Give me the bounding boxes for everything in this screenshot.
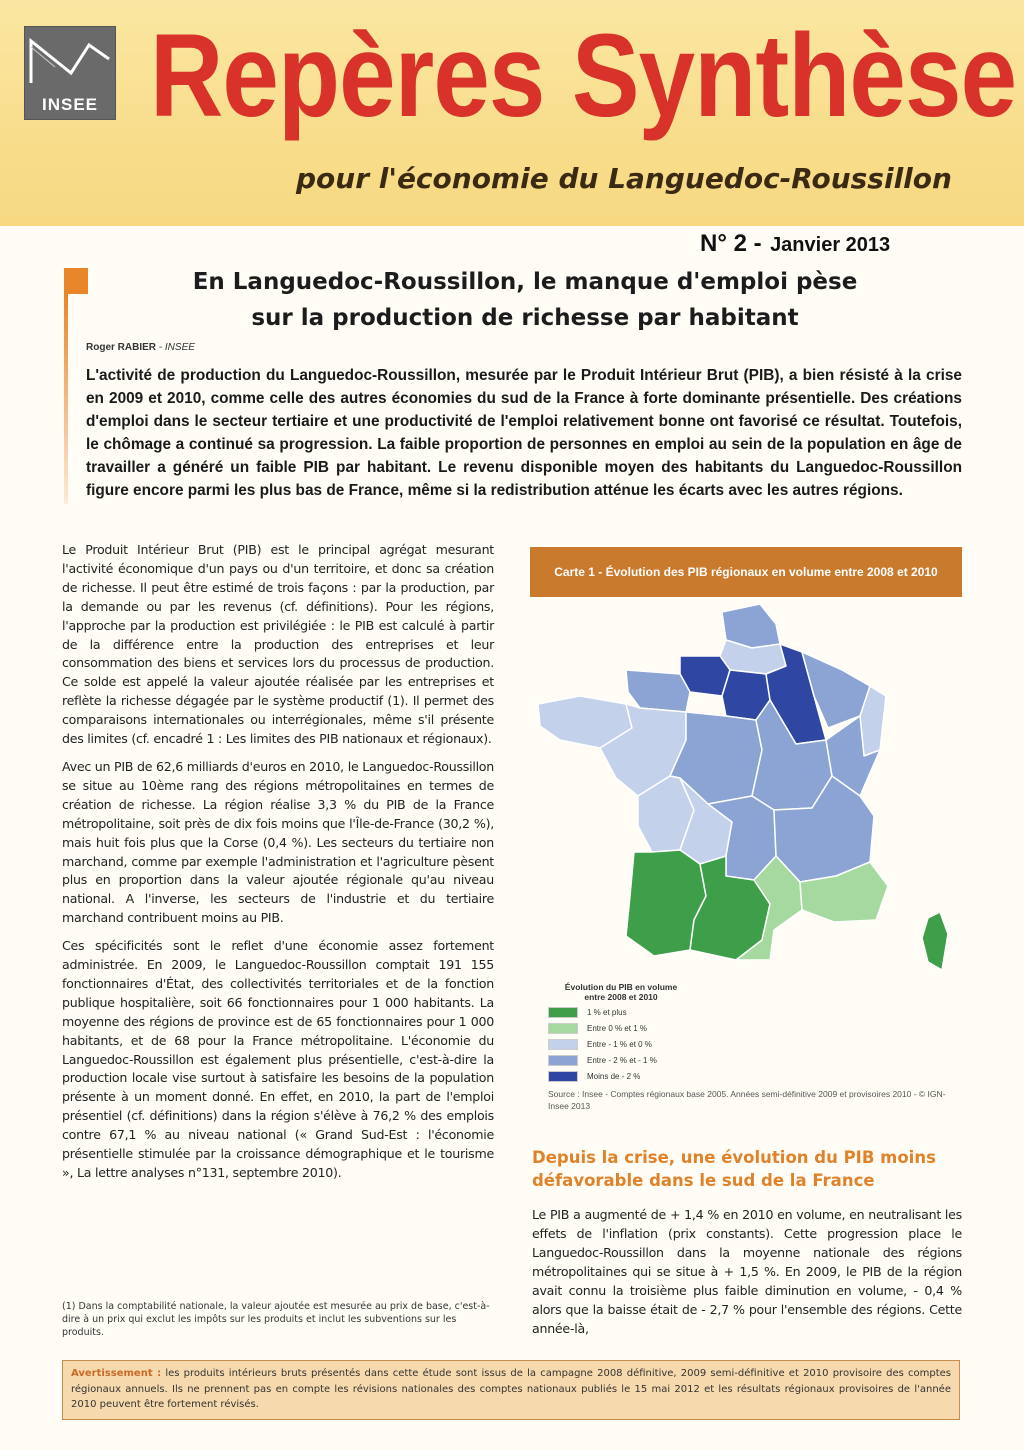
legend-label: Entre 0 % et 1 % (587, 1024, 648, 1033)
author-name: Roger RABIER (86, 342, 157, 353)
region-corse (922, 912, 948, 970)
map-source: Source : Insee - Comptes régionaux base 2005. Années semi-définitive 2009 et provisoires 2010 - © IGN-Insee 2013 (548, 1089, 946, 1111)
orange-accent-bar (64, 294, 68, 504)
issue-number: N° 2 - (700, 230, 762, 257)
legend-label: Moins de - 2 % (587, 1072, 641, 1081)
warning-label: Avertissement : (71, 1368, 162, 1379)
left-column (62, 541, 494, 1192)
map-title: Carte 1 - Évolution des PIB régionaux en volume entre 2008 et 2010 (530, 547, 962, 597)
headline-line-1: En Languedoc-Roussillon, le manque d'emploi pèse (192, 269, 858, 295)
footnote: (1) Dans la comptabilité nationale, la valeur ajoutée est mesurée au prix de base, c'est-à-dire à un prix qui exclut les impôts sur les produits et inclut les subventions sur les produits. (62, 1301, 490, 1338)
legend-swatch (548, 1007, 578, 1018)
legend-item (548, 1055, 848, 1066)
brand-title: Repères Synthèse (150, 10, 1017, 142)
legend-item (548, 1071, 848, 1082)
issue-date: Janvier 2013 (770, 234, 891, 256)
paragraph-3: Ces spécificités sont le reflet d'une économie assez fortement administrée. En 2009, le Languedoc-Roussillon comptait 191 155 fonctionnaires d'État, des collectivités territoriales et de la fonction publique hospitalière, soit 66 fonctionnaires pour 1 000 habitants. La moyenne des régions de province est de 65 fonctionnaires pour 1 000 habitants, et de 68 pour la France métropolitaine. L'économie du Languedoc-Roussillon est également plus présentielle, c'est-à-dire la production locale vise surtout à satisfaire les besoins de la population présente à un moment donné. En effet, en 2010, la part de l'emploi présentiel (cf. définitions) dans la région s'élève à 76,2 % des emplois contre 67,1 % au niveau national (« Grand Sud-Est : l'économie présentielle stimulée par la croissance démographique et le tourisme », La lettre analyses n°131, septembre 2010). (62, 938, 494, 1180)
orange-accent-square (64, 268, 88, 294)
author-byline (86, 342, 195, 353)
insee-logo (24, 26, 116, 120)
legend-title: Évolution du PIB en volume entre 2008 et 2010 (564, 982, 678, 1002)
warning-box (62, 1360, 960, 1420)
legend-swatch (548, 1071, 578, 1082)
logo-text: INSEE (41, 95, 99, 114)
legend-label: Entre - 1 % et 0 % (587, 1040, 652, 1049)
legend-swatch (548, 1039, 578, 1050)
brand-subtitle: pour l'économie du Languedoc-Roussillon (296, 162, 952, 195)
author-org: - INSEE (158, 342, 195, 353)
legend-swatch (548, 1055, 578, 1066)
legend-swatch (548, 1023, 578, 1034)
france-regions-map (530, 600, 962, 980)
legend-item (548, 1023, 848, 1034)
headline-line-2: sur la production de richesse par habitant (251, 305, 799, 331)
paragraph-1: Le Produit Intérieur Brut (PIB) est le principal agrégat mesurant l'activité économique d'un pays ou d'un territoire, et donc sa création de richesse. Il peut être estimé de trois façons : par la production, par la demande ou par les revenus (cf. définitions). Pour les régions, l'approche par la production est privilégiée : le PIB est calculé à partir de la différence entre la production des entreprises et leur consommation des biens et services lors du processus de production. Ce solde est appelé la valeur ajoutée réalisée par les entreprises et reflète la richesse dégagée par le système productif (1). Il permet des comparaisons internationales ou interrégionales, même s'il présente des limites (cf. encadré 1 : Les limites des PIB nationaux et régionaux). (62, 542, 494, 747)
paragraph-2: Avec un PIB de 62,6 milliards d'euros en 2010, le Languedoc-Roussillon se situe au 10ème rang des régions métropolitaines en termes de création de richesse. La région réalise 3,3 % du PIB de la France métropolitaine, soit près de dix fois moins que l'Île-de-France (30,2 %), mais huit fois plus que la Corse (0,4 %). Les secteurs du tertiaire non marchand, comme par exemple l'administration et l'agriculture pèsent plus en proportion dans la valeur ajoutée régionale qu'au niveau national. A l'inverse, les secteurs de l'industrie et du tertiaire marchand contribuent moins au PIB. (62, 758, 494, 926)
map-legend (548, 982, 848, 1082)
warning-text: les produits intérieurs bruts présentés dans cette étude sont issus de la campagne 2008 définitive, 2009 semi-définitive et 2010 provisoire des comptes régionaux annuels. Ils ne prennent pas en compte les révisions nationales des comptes nationaux publiés le 15 mai 2012 et les résultats régionaux provisoires de l'année 2010 peuvent être fortement révisés. (71, 1368, 951, 1410)
legend-label: Entre - 2 % et - 1 % (587, 1056, 657, 1065)
legend-label: 1 % et plus (587, 1008, 627, 1017)
region-basse-normandie (626, 670, 690, 712)
issue-info (700, 230, 890, 258)
legend-item (548, 1007, 848, 1018)
paragraph-4: Le PIB a augmenté de + 1,4 % en 2010 en volume, en neutralisant les effets de l'inflation (prix constants). Cette progression place le Languedoc-Roussillon dans la moyenne nationale des régions métropolitaines qui se situe à + 1,5 %. En 2009, le PIB de la région avait connu la troisième plus faible diminution en volume, - 0,4 % alors que la baisse était de - 2,7 % pour l'ensemble des régions. Cette année-là, (532, 1207, 962, 1336)
legend-item (548, 1039, 848, 1050)
article-headline (110, 264, 940, 336)
lead-paragraph: L'activité de production du Languedoc-Roussillon, mesurée par le Produit Intérieur Brut (PIB), a bien résisté à la crise en 2009 et 2010, comme celle des autres économies du sud de la France à forte dominante présentielle. Des créations d'emploi dans le secteur tertiaire et une productivité de l'emploi relativement bonne ont favorisé ce résultat. Toutefois, le chômage a continué sa progression. La faible proportion de personnes en emploi au sein de la population en âge de travailler a généré un faible PIB par habitant. Le revenu disponible moyen des habitants du Languedoc-Roussillon figure encore parmi les plus bas de France, même si la redistribution atténue les écarts avec les autres régions. (86, 367, 962, 499)
section-title: Depuis la crise, une évolution du PIB moins défavorable dans le sud de la France (532, 1148, 936, 1190)
